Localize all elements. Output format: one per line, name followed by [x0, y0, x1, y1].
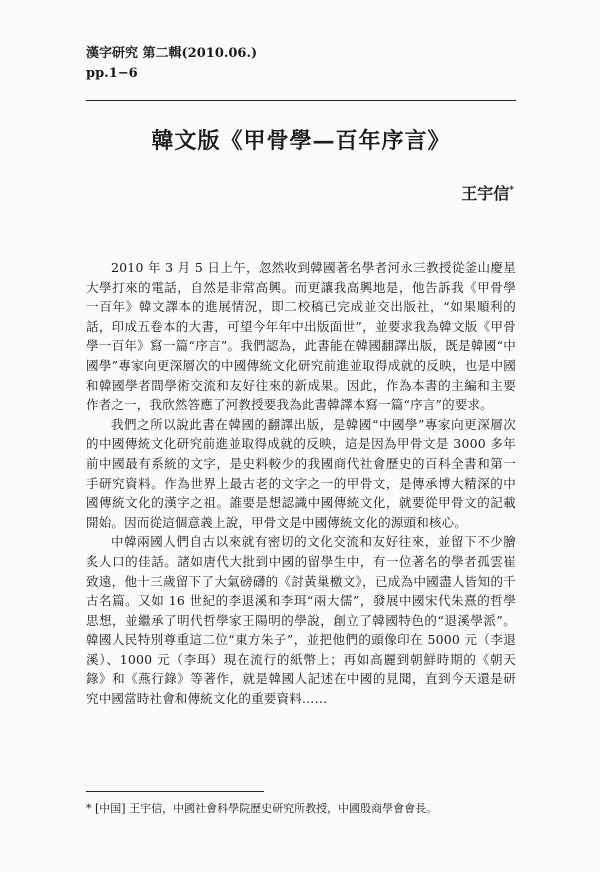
article-title: 韓文版《甲骨學—百年序言》 [151, 128, 451, 154]
footnote-divider [86, 791, 264, 792]
journal-header [86, 44, 257, 84]
paragraph-1: 2010 年 3 月 5 日上午，忽然收到韓國著名學者河永三教授從釜山慶星大學打來的電話，自然是非常高興。而更讓我高興地是，他告訴我《甲骨學一百年》韓文譯本的進展情況，即二校稿已完成並交出版社，“如果順利的話，印成五卷本的大書，可望今年年中出版面世”，並要求我為韓文版《甲骨學一百年》寫一篇“序言”。我們認為，此書能在韓國翻譯出版，既是韓國“中國學”專家向更深層次的中國傳統文化研究前進並取得成就的反映，也是中國和韓國學者間學術交流和友好往來的新成果。因此，作為本書的主編和主要作者之一，我欣然答應了河教授要我為此書韓譯本寫一篇“序言”的要求。 [86, 260, 516, 413]
paragraph-3: 中韓兩國人們自古以來就有密切的文化交流和友好往來，並留下不少膾炙人口的佳話。諸如唐代大批到中國的留學生中，有一位著名的學者孤雲崔致遠，他十三歲留下了大氣磅礴的《討黃巢檄文》，已成為中國盡人皆知的千古名篇。又如 16 世紀的李退溪和李珥“兩大儒”，發展中國宋代朱熹的哲學思想，並繼承了明代哲學家王陽明的學說，創立了韓國特色的“退溪學派”。韓國人民特別尊重這二位“東方朱子”，並把他們的頭像印在 5000 元（李退溪）、1000 元（李珥）現在流行的紙幣上；再如高麗到朝鮮時期的《朝天錄》和《燕行錄》等著作，就是韓國人記述在中國的見聞，直到今天還是研究中國當時社會和傳統文化的重要資料…… [86, 534, 516, 707]
journal-name: 漢字研究 第二輯(2010.06.) [86, 46, 258, 61]
article-body [86, 258, 516, 709]
author-footnote: * [中国] 王宇信，中國社會科學院歷史研究所教授，中國殷商學會會長。 [86, 802, 438, 815]
paragraph-2: 我們之所以說此書在韓國的翻譯出版，是韓國“中國學”專家向更深層次的中國傳統文化研究前進並取得成就的反映，這是因為甲骨文是 3000 多年前中國最有系統的文字，是史料較少的我國商代社會歷史的百科全書和第一手研究資料。作為世界上最古老的文字之一的甲骨文，是傳承博大精深的中國傳統文化的漢字之祖。誰要是想認識中國傳統文化，就要從甲骨文的記載開始。因而從這個意義上說，甲骨文是中國傳統文化的源頭和核心。 [86, 416, 516, 530]
author-footnote-mark: * [509, 185, 514, 196]
author-line [461, 181, 514, 204]
page-range: pp.1−6 [86, 66, 138, 81]
author-name: 王宇信 [461, 184, 510, 203]
header-divider [86, 100, 516, 101]
